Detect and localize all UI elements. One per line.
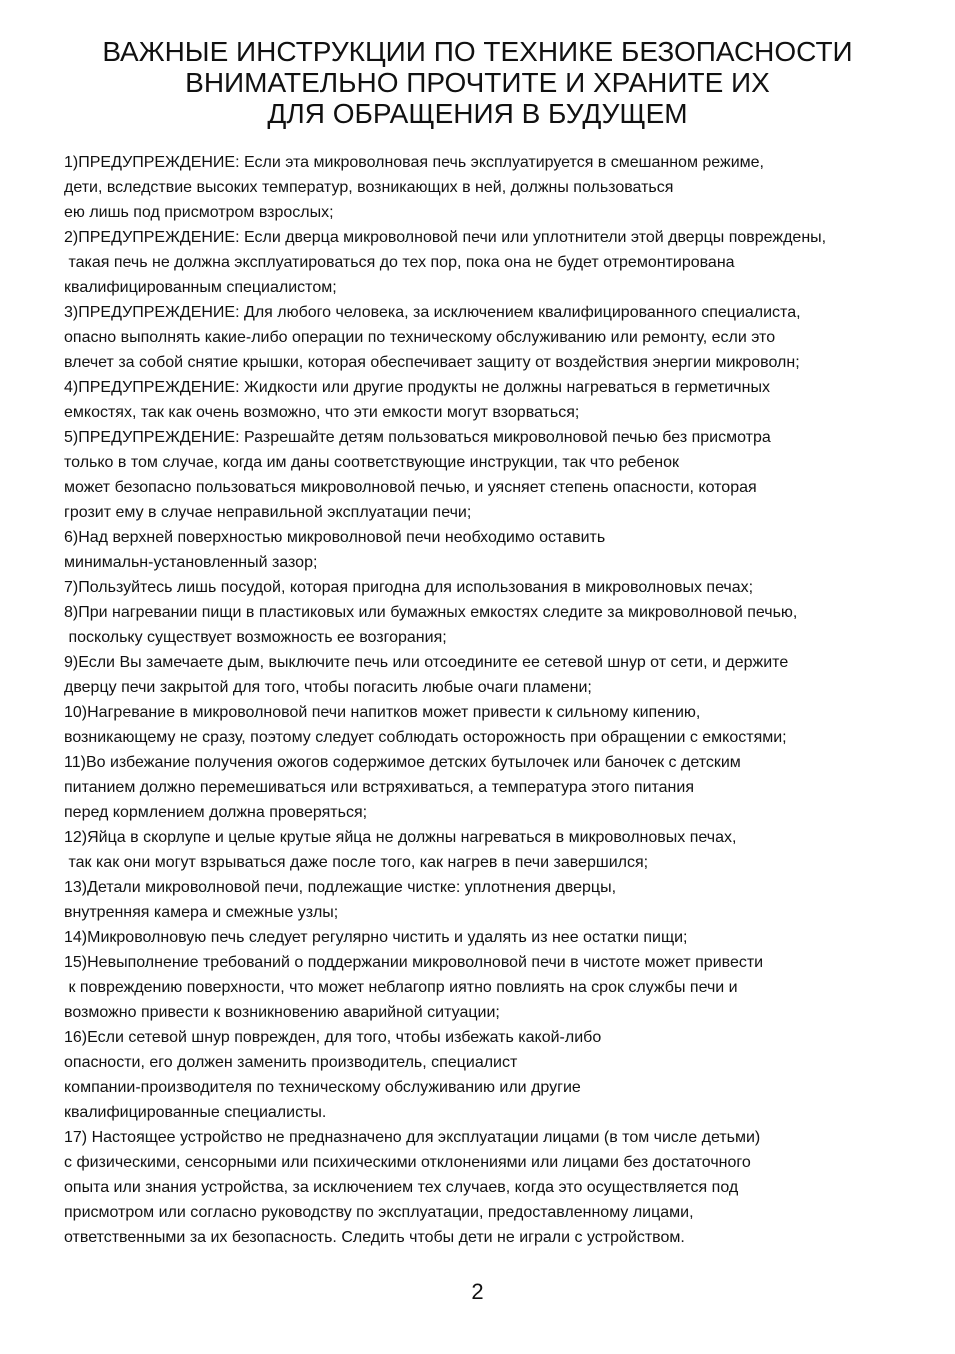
text-line: квалифицированные специалисты. xyxy=(64,1104,327,1121)
text-line: 4)ПРЕДУПРЕЖДЕНИЕ: Жидкости или другие продукты не должны нагреваться в герметичных xyxy=(64,379,770,396)
text-line: минимальн-установленный зазор; xyxy=(64,554,318,571)
text-line: так как они могут взрываться даже после того, как нагрев в печи завершился; xyxy=(64,854,649,871)
text-line: 6)Над верхней поверхностью микроволновой печи необходимо оставить xyxy=(64,529,606,546)
text-line: присмотром или согласно руководству по эксплуатации, предоставленному лицами, xyxy=(64,1204,694,1221)
text-line: опасно выполнять какие-либо операции по техническому обслуживанию или ремонту, если это xyxy=(64,329,776,346)
text-line: внутренняя камера и смежные узлы; xyxy=(64,904,339,921)
text-line: компании-производителя по техническому обслуживанию или другие xyxy=(64,1079,581,1096)
text-line: опасности, его должен заменить производитель, специалист xyxy=(64,1054,518,1071)
title-line: ВНИМАТЕЛЬНО ПРОЧТИТЕ И ХРАНИТЕ ИХ xyxy=(185,67,770,98)
text-line: 17) Настоящее устройство не предназначено для эксплуатации лицами (в том числе детьми) xyxy=(64,1129,761,1146)
text-line: квалифицированным специалистом; xyxy=(64,279,337,296)
text-line: 9)Если Вы замечаете дым, выключите печь или отсоедините ее сетевой шнур от сети, и держите xyxy=(64,654,789,671)
text-line: 3)ПРЕДУПРЕЖДЕНИЕ: Для любого человека, за исключением квалифицированного специалиста, xyxy=(64,304,801,321)
text-line: поскольку существует возможность ее возгорания; xyxy=(64,629,447,646)
text-line: 16)Если сетевой шнур поврежден, для того, чтобы избежать какой-либо xyxy=(64,1029,602,1046)
text-line: с физическими, сенсорными или психическими отклонениями или лицами без достаточного xyxy=(64,1154,751,1171)
text-line: емкостях, так как очень возможно, что эти емкости могут взорваться; xyxy=(64,404,580,421)
text-line: 10)Нагревание в микроволновой печи напитков может привести к сильному кипению, xyxy=(64,704,701,721)
page-title xyxy=(0,36,955,129)
text-line: 15)Невыполнение требований о поддержании микроволновой печи в чистоте может привести xyxy=(64,954,764,971)
text-line: возможно привести к возникновению аварийной ситуации; xyxy=(64,1004,500,1021)
text-line: 1)ПРЕДУПРЕЖДЕНИЕ: Если эта микроволновая печь эксплуатируется в смешанном режиме, xyxy=(64,154,764,171)
title-line: ВАЖНЫЕ ИНСТРУКЦИИ ПО ТЕХНИКЕ БЕЗОПАСНОСТИ xyxy=(102,36,853,67)
text-line: опыта или знания устройства, за исключением тех случаев, когда это осуществляется под xyxy=(64,1179,739,1196)
text-line: 5)ПРЕДУПРЕЖДЕНИЕ: Разрешайте детям пользоваться микроволновой печью без присмотра xyxy=(64,429,771,446)
text-line: ею лишь под присмотром взрослых; xyxy=(64,204,334,221)
text-line: питанием должно перемешиваться или встряхиваться, а температура этого питания xyxy=(64,779,694,796)
text-line: к повреждению поверхности, что может неблагопр иятно повлиять на срок службы печи и xyxy=(64,979,738,996)
page-number: 2 xyxy=(471,1279,484,1304)
text-line: дети, вследствие высоких температур, возникающих в ней, должны пользоваться xyxy=(64,179,674,196)
text-line: влечет за собой снятие крышки, которая обеспечивает защиту от воздействия энергии микроволн; xyxy=(64,354,800,371)
safety-instructions-text xyxy=(64,150,934,1250)
text-line: 7)Пользуйтесь лишь посудой, которая пригодна для использования в микроволновых печах; xyxy=(64,579,754,596)
text-line: может безопасно пользоваться микроволновой печью, и уясняет степень опасности, которая xyxy=(64,479,757,496)
text-line: только в том случае, когда им даны соответствующие инструкции, так что ребенок xyxy=(64,454,679,471)
text-line: 2)ПРЕДУПРЕЖДЕНИЕ: Если дверца микроволновой печи или уплотнители этой дверцы повреждены, xyxy=(64,229,827,246)
text-line: 13)Детали микроволновой печи, подлежащие чистке: уплотнения дверцы, xyxy=(64,879,617,896)
text-line: 8)При нагревании пищи в пластиковых или бумажных емкостях следите за микроволновой печью, xyxy=(64,604,798,621)
text-line: 11)Во избежание получения ожогов содержимое детских бутылочек или баночек с детским xyxy=(64,754,741,771)
text-line: такая печь не должна эксплуатироваться до тех пор, пока она не будет отремонтирована xyxy=(64,254,735,271)
text-line: ответственными за их безопасность. Следить чтобы дети не играли с устройством. xyxy=(64,1229,685,1246)
text-line: дверцу печи закрытой для того, чтобы погасить любые очаги пламени; xyxy=(64,679,592,696)
text-line: перед кормлением должна проверяться; xyxy=(64,804,368,821)
text-line: грозит ему в случае неправильной эксплуатации печи; xyxy=(64,504,472,521)
text-line: возникающему не сразу, поэтому следует соблюдать осторожность при обращении с емкостями; xyxy=(64,729,787,746)
title-line: ДЛЯ ОБРАЩЕНИЯ В БУДУЩЕМ xyxy=(267,98,688,129)
text-line: 14)Микроволновую печь следует регулярно чистить и удалять из нее остатки пищи; xyxy=(64,929,688,946)
text-line: 12)Яйца в скорлупе и целые крутые яйца не должны нагреваться в микроволновых печах, xyxy=(64,829,737,846)
